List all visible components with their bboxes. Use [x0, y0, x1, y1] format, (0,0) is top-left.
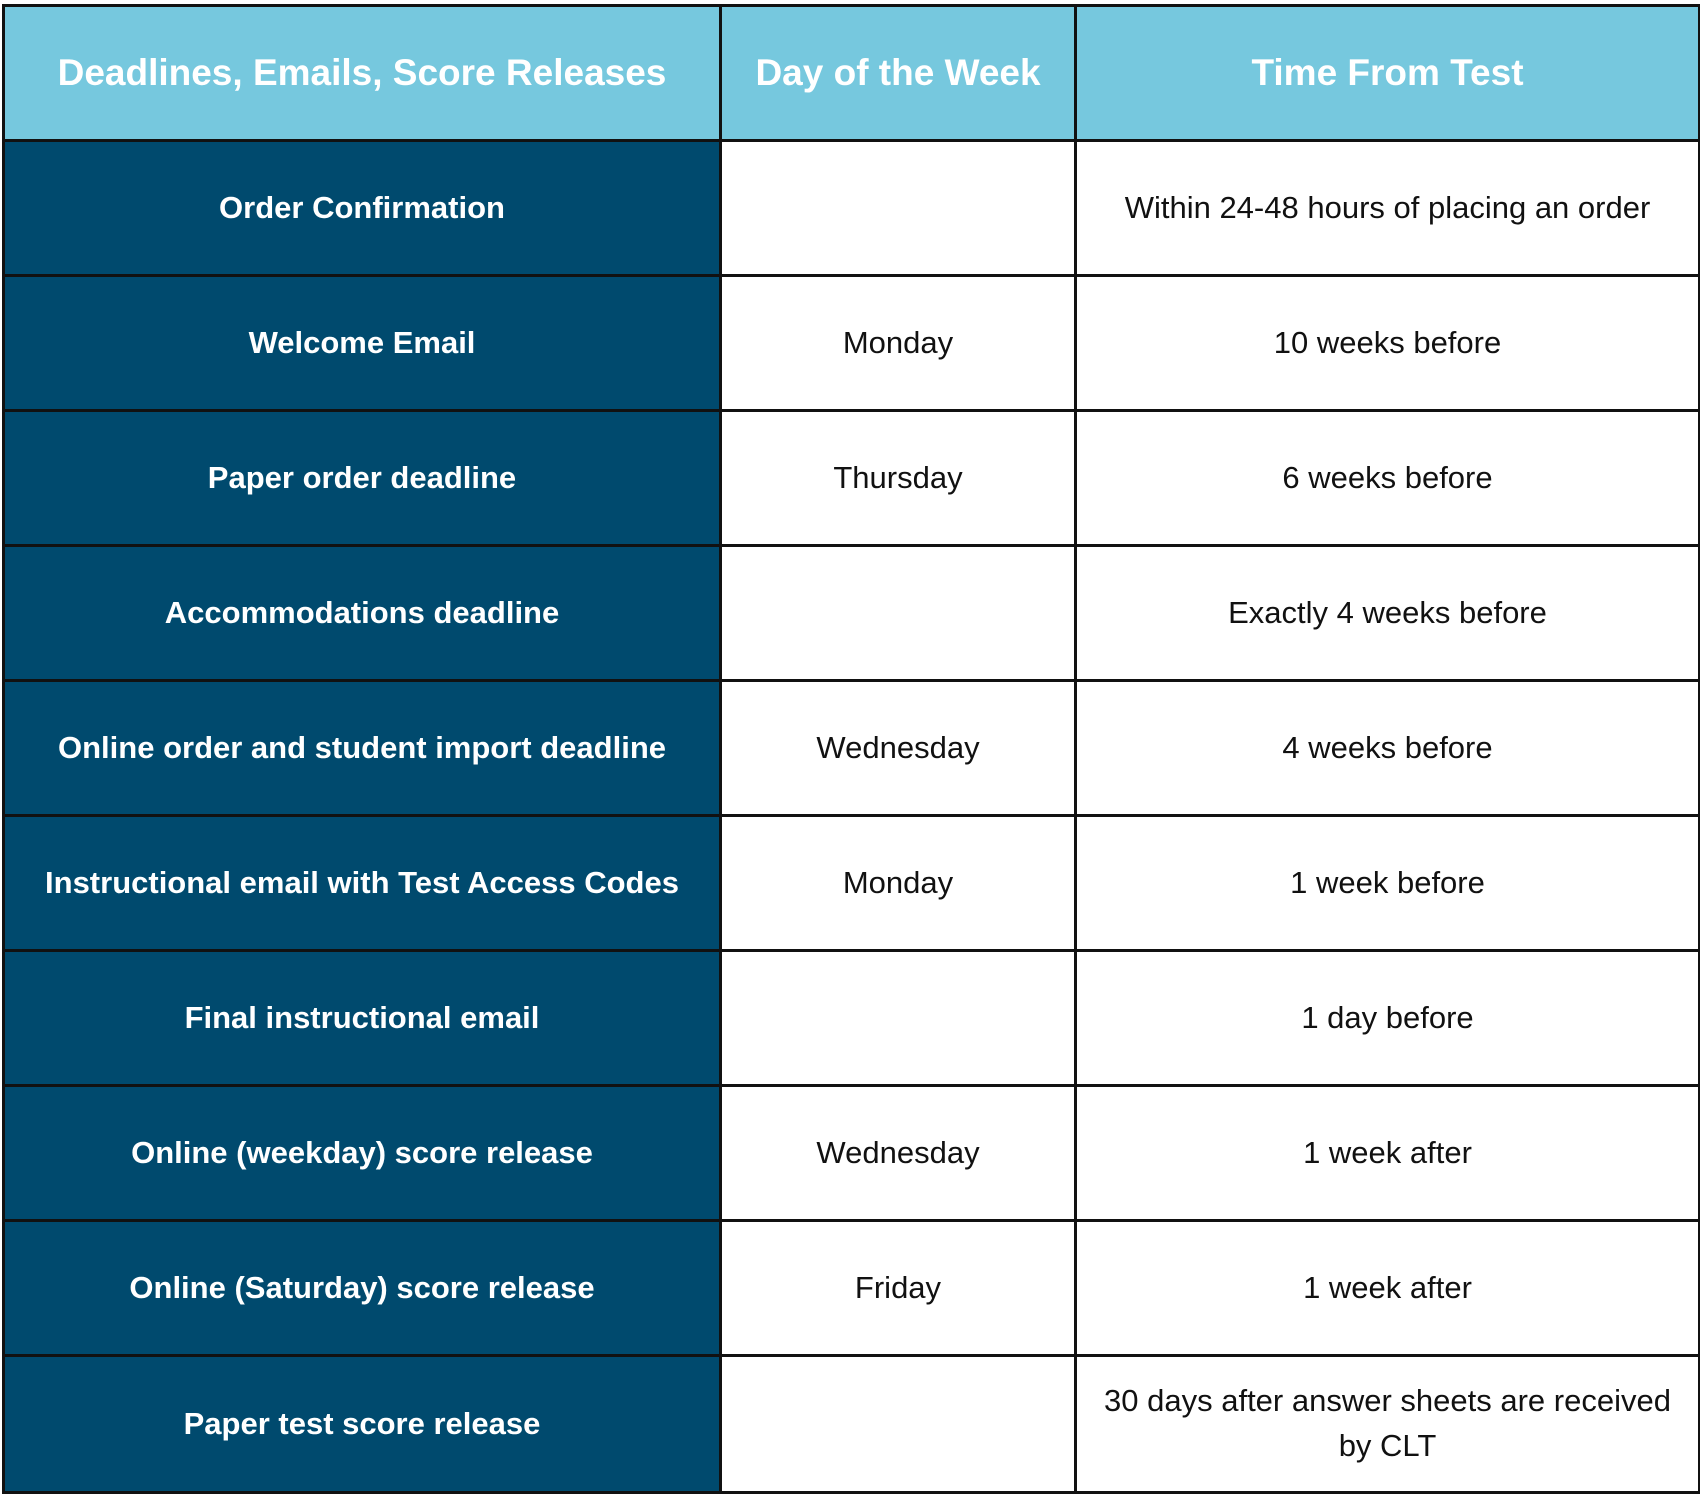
- time-cell: 1 week after: [1076, 1221, 1700, 1356]
- table-row: [4, 141, 1700, 276]
- table-row: [4, 1221, 1700, 1356]
- event-cell: Online order and student import deadline: [4, 681, 721, 816]
- event-cell: Order Confirmation: [4, 141, 721, 276]
- time-cell: 1 day before: [1076, 951, 1700, 1086]
- day-cell: [721, 951, 1076, 1086]
- day-cell: Thursday: [721, 411, 1076, 546]
- header-row: [4, 6, 1700, 141]
- day-cell: Monday: [721, 276, 1076, 411]
- day-cell: Friday: [721, 1221, 1076, 1356]
- table-row: [4, 411, 1700, 546]
- table-body: [4, 141, 1700, 1493]
- day-cell: [721, 546, 1076, 681]
- header-day-of-week: Day of the Week: [721, 6, 1076, 141]
- event-cell: Instructional email with Test Access Codes: [4, 816, 721, 951]
- event-cell: Paper order deadline: [4, 411, 721, 546]
- day-cell: Wednesday: [721, 681, 1076, 816]
- table-row: [4, 546, 1700, 681]
- schedule-table: [2, 4, 1700, 1494]
- event-cell: Final instructional email: [4, 951, 721, 1086]
- time-cell: Within 24-48 hours of placing an order: [1076, 141, 1700, 276]
- event-cell: Online (Saturday) score release: [4, 1221, 721, 1356]
- header-time-from-test: Time From Test: [1076, 6, 1700, 141]
- time-cell: Exactly 4 weeks before: [1076, 546, 1700, 681]
- time-cell: 1 week before: [1076, 816, 1700, 951]
- time-cell: 1 week after: [1076, 1086, 1700, 1221]
- day-cell: Wednesday: [721, 1086, 1076, 1221]
- table-row: [4, 681, 1700, 816]
- event-cell: Welcome Email: [4, 276, 721, 411]
- time-cell: 4 weeks before: [1076, 681, 1700, 816]
- table-row: [4, 276, 1700, 411]
- day-cell: Monday: [721, 816, 1076, 951]
- time-cell: 30 days after answer sheets are received by CLT: [1076, 1356, 1700, 1493]
- day-cell: [721, 1356, 1076, 1493]
- table-row: [4, 1086, 1700, 1221]
- time-cell: 10 weeks before: [1076, 276, 1700, 411]
- time-cell: 6 weeks before: [1076, 411, 1700, 546]
- event-cell: Online (weekday) score release: [4, 1086, 721, 1221]
- table-header: [4, 6, 1700, 141]
- table-row: [4, 1356, 1700, 1493]
- table-row: [4, 951, 1700, 1086]
- event-cell: Accommodations deadline: [4, 546, 721, 681]
- header-events: Deadlines, Emails, Score Releases: [4, 6, 721, 141]
- day-cell: [721, 141, 1076, 276]
- table-row: [4, 816, 1700, 951]
- event-cell: Paper test score release: [4, 1356, 721, 1493]
